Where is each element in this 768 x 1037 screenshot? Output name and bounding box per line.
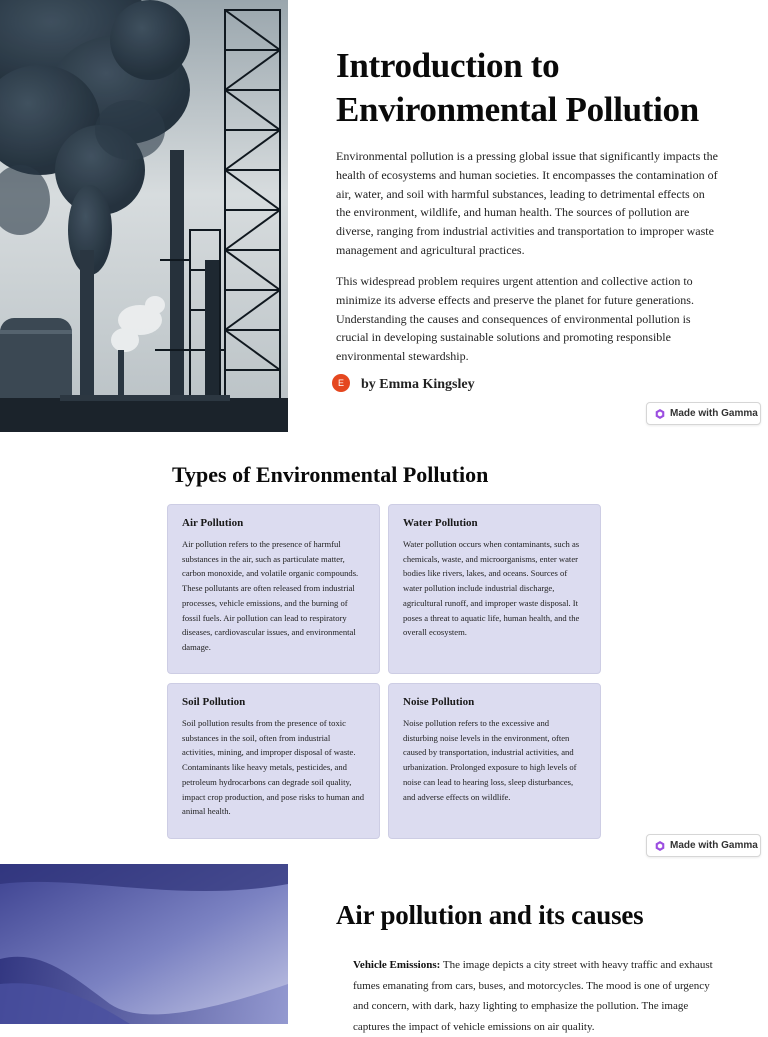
vehicle-emissions-item xyxy=(353,955,715,1037)
gamma-logo-icon xyxy=(655,841,665,851)
card-title: Noise Pollution xyxy=(403,696,475,708)
card-body: Water pollution occurs when contaminants, such as chemicals, waste, and microorganisms, enter water bodies like rivers, lakes, and oceans. Sources of water pollution include industrial discharge, agricultural runoff, and improper waste disposal. It poses a threat to aquatic life, human health, and the overall ecosystem. xyxy=(403,539,580,638)
abstract-wave-graphic xyxy=(0,864,288,1024)
types-heading: Types of Environmental Pollution xyxy=(172,462,489,487)
slide-introduction xyxy=(0,0,768,432)
intro-paragraph-2: This widespread problem requires urgent attention and collective action to minimize its adverse effects and preserve the planet for future generations. Understanding the causes and consequences of environmental pollution is crucial in developing sustainable solutions and promoting responsible environmental stewardship. xyxy=(336,274,694,364)
abstract-wave-image xyxy=(0,864,288,1024)
card-noise-pollution xyxy=(388,683,601,839)
gamma-badge-label: Made with Gamma xyxy=(670,408,758,419)
card-water-pollution xyxy=(388,504,601,674)
card-title: Soil Pollution xyxy=(182,696,246,708)
card-body: Air pollution refers to the presence of harmful substances in the air, such as particulate matter, carbon monoxide, and volatile organic compounds. These pollutants are often released from industrial processes, vehicle emissions, and the burning of fossil fuels. Air pollution can lead to respiratory diseases, cardiovascular issues, and environmental damage. xyxy=(182,539,359,652)
card-title: Water Pollution xyxy=(403,517,478,529)
item-text: The image depicts a city street with heavy traffic and exhaust fumes emanating from cars, buses, and motorcycles. The mood is one of urgency and concern, with dark, hazy lighting to emphasize the pollution. The image captures the impact of vehicle emissions on air quality. xyxy=(353,959,713,1033)
gamma-badge-label: Made with Gamma xyxy=(670,840,758,851)
made-with-gamma-button[interactable] xyxy=(646,834,761,857)
avatar[interactable]: E xyxy=(332,374,350,392)
card-title: Air Pollution xyxy=(182,517,244,529)
intro-paragraph-1: Environmental pollution is a pressing global issue that significantly impacts the health of ecosystems and human societies. It encompasses the contamination of air, water, and soil with harmful substances, leading to detrimental effects on the environment, wildlife, and human health. The sources of pollution are diverse, ranging from industrial activities and transportation to improper waste management and agricultural practices. xyxy=(336,149,718,257)
author-name: by Emma Kingsley xyxy=(361,377,475,392)
industrial-smokestack-photo xyxy=(0,0,288,432)
author-byline xyxy=(332,373,475,393)
air-pollution-causes-heading: Air pollution and its causes xyxy=(336,900,644,930)
card-body: Soil pollution results from the presence of toxic substances in the soil, often from industrial activities, mining, and improper disposal of waste. Contaminants like heavy metals, pesticides, and petroleum hydrocarbons can degrade soil quality, impact crop production, and pose risks to human and animal health. xyxy=(182,718,365,817)
gamma-logo-icon xyxy=(655,409,665,419)
card-soil-pollution xyxy=(167,683,380,839)
page-title: Introduction to Environmental Pollution xyxy=(336,46,699,129)
card-air-pollution xyxy=(167,504,380,674)
made-with-gamma-button[interactable] xyxy=(646,402,761,425)
item-label: Vehicle Emissions: xyxy=(353,959,441,971)
card-body: Noise pollution refers to the excessive and disturbing noise levels in the environment, often caused by transportation, industrial activities, and urbanization. Prolonged exposure to high levels of noise can lead to hearing loss, sleep disturbances, and adverse effects on wildlife. xyxy=(403,718,577,802)
hero-factory-image xyxy=(0,0,288,432)
